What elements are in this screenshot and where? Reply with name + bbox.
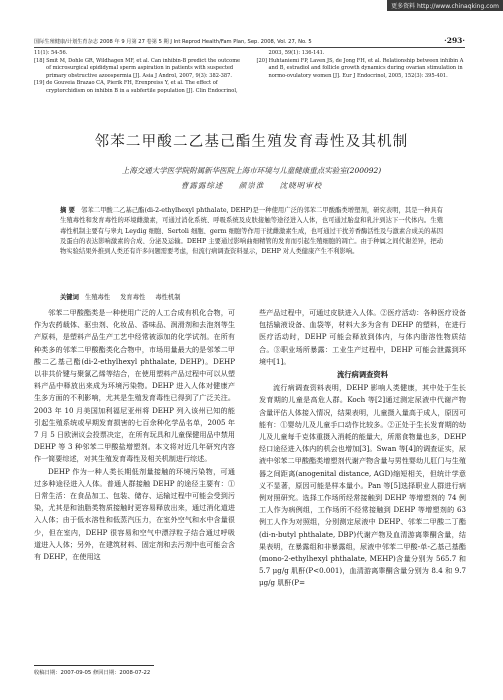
body-column-right xyxy=(259,307,466,590)
author-affiliation: 上海交通大学医学院附属新华医院上海市环境与儿童健康重点实验室(200092) xyxy=(121,166,382,175)
body-paragraph: 流行病调查资料表明，DEHP 影响人类健康，其中处于生长发育期的儿童是高危人群。Koch 等[2]通过测定尿液中代谢产物含量评估人体接入情况，结果表明，儿童摄入量高于成人，原因可能有：①婴幼儿及儿童手口动作比较多。②正处于生长发育期的幼儿及儿童每千克体重摄入消耗的能量大，所需食物量也多，DEHP 经口途径进入体内的机会也增加[3]。Swan 等[4]的调查证实，尿液中邻苯二甲酸酯类增塑剂代谢产物含量与男性婴幼儿肛门与生殖器之间距离(anogenital distance, AGD)缩短相关，但统计学意义不显著，原因可能是样本量小。Pan 等[5]选择职业人群进行病例对照研究。选择工作场所经常接触到 DEHP 等增塑剂的 74 例工人作为病例组，工作场所不经常接触到 DEHP 等增塑剂的 63 例工人作为对照组，分别测定尿液中 DEHP、邻苯二甲酸二丁酯(di-n-butyl phthalate, DBP)代谢产物及血清游离睾酮含量，结果表明，在暴露组和非暴露组，尿液中邻苯二甲酸-单-乙基己基酯(mono-2-ethylhexyl phthalate, MEHP)含量分别为 565.7 和 5.7 μg/g 肌酐(P<0.001)，血清游离睾酮含量分别为 8.4 和 9.7 μg/g 肌酐(P= xyxy=(259,383,466,588)
body-paragraph: DEHP 作为一种人类长期低剂量接触的环境污染物，可通过多种途径进入人体。普通人群接触 DEHP 的途径主要有：①日常生活：在食品加工、包装、储存、运输过程中可能会受到污染，尤其是和油脂类物质接触时更容易释放出来，通过消化道进入人体；由于低水溶性和低蒸汽压力，在室外空气和水中含量很少，但在室内，DEHP 很容易和空气中漂浮粒子结合通过呼吸道进入人体；另外，在建筑材料、固定剂和去污剂中也可能会含有 DEHP，在使用这 xyxy=(34,466,235,562)
body-column-left xyxy=(34,307,235,563)
reference-item: [20] Huhtaniemi FP, Laven JS, de Jong FH, et al. Relationship between inhibin A and B, estradiol and follicle growth dynamics during ovarian stimulation in normo-ovulatory women [J]. Eur J Endocrinol, 2005, 152(3): 395-401. xyxy=(256,57,464,79)
abstract xyxy=(60,206,443,257)
reference-list xyxy=(34,50,465,96)
keywords xyxy=(60,293,443,303)
author-list xyxy=(0,180,503,191)
author-name: 颜崇淮 xyxy=(238,181,265,190)
keywords-label: 关键词 xyxy=(60,294,79,301)
body-paragraph: 些产品过程中，可通过皮肤进入人体。②医疗活动：各种医疗设备包括输液设备、血袋等，材料大多为含有 DEHP 的塑料，在进行医疗活动时，DEHP 可能会释放到体内，与体内脂溶性物质结合。③职业场所暴露：工业生产过程中，DEHP 可能会泄露到环境中[1]。 xyxy=(259,308,466,366)
journal-citation: 国际生殖健康/计划生育杂志 2008 年 9 月第 27 卷第 5 期 J Int Reprod Health/Fam Plan, Sep. 2008, Vol. 27, No. 5 xyxy=(34,39,312,45)
running-header xyxy=(34,38,465,48)
keyword: 生殖毒性 xyxy=(84,294,111,301)
abstract-text: 邻苯二甲酸二乙基己酯(di-2-ethylhexyl phthalate, DEHP)是一种使用广泛的邻苯二甲酸酯类增塑剂，研究表明，其是一种具有生殖毒性和发育毒性的环境雌激素，可通过消化系统、呼吸系统及皮肤接触等途径进入人体，也可通过胎盘和乳汁到达下一代体内。生殖毒性机制主要有与睾丸 Leydig 细胞、Sertoli 细胞、germ 细胞等作用干扰雌激素生成，也可通过干扰芳香酶活性及与激素合成关的基因及蛋白的表达影响激素的合成、分泌及运输。DEHP 主要通过影响曲细精管的发育而引起生殖细胞的凋亡。由于种属之间代谢差异，把动物实验结果外推到人类还有许多问题需要考虑，但流行病调查资料显示，DEHP 对人类健康产生不利影响。 xyxy=(60,207,443,256)
keyword: 发育毒性 xyxy=(120,294,146,301)
page-number: ·293· xyxy=(444,36,465,45)
body-paragraph: 邻苯二甲酸酯类是一种使用广泛的人工合成有机化合物，可作为农药载体、驱虫剂、化妆品、香味品、润滑剂和去泡剂等生产原料，是塑料产品生产工艺中经常被添加的化学试剂。在所有种类多的邻苯二甲酸酯类化合物中，市场用量最大的是邻苯二甲酸二乙基己酯(di-2-ethylhexyl phthalate, DEHP)。DEHP 以非共价键与聚氯乙烯等结合，在使用塑料产品过程中可以从塑料产品中释放出来成为环境污染物。DEHP 进入人体对健康产生多方面的不利影响，尤其是生殖发育毒性已得到了广泛关注。2003 年 10 月美国加利福尼亚州将 DEHP 列入该州已知的能引起生殖系统或早期发育损害的七百余种化学品名单，2005 年 7 月 5 日欧洲议会投票决定，在所有玩具和儿童保健用品中禁用 DEHP 等 3 种邻苯二甲酸盐增塑剂。本文将对近几年研究内容作一简要综述，对其生殖发育毒性及相关机制进行综述。 xyxy=(34,308,235,464)
section-heading: 流行病调查资料 xyxy=(336,370,389,380)
author-name: 沈晓明审校 xyxy=(279,181,323,190)
keyword: 毒性机制 xyxy=(155,294,181,301)
reference-item: [19] de Gouveia Brazao CA, Pierik FH, Erenpreiss Y, et al. The effect of cryptorchidism on inhibin B in a subfertile population [J]. Clin Endocrinol, 2003, 59(1): 136-141. xyxy=(34,50,325,94)
watermark-banner: 更多资料 http://www.chinaqking.com xyxy=(387,0,503,11)
author-name: 曹露露综述 xyxy=(180,181,224,190)
abstract-label: 摘 要 xyxy=(60,207,75,214)
reference-item: [18] Smit M, Dohle GR, Wildhagen MF, et al. Can inhibin-B predict the outcome of microsurgical epididymal sperm aspiration in patients with suspected primary obstructive azoospermia [J]. Asia J Androl, 2007, 9(3): 382-387. xyxy=(34,57,241,79)
footnote-divider xyxy=(34,665,154,666)
footnote-dates: 收稿日期：2007-09-05 修回日期：2008-07-22 xyxy=(34,670,151,676)
article-title: 邻苯二甲酸二乙基己酯生殖发育毒性及其机制 xyxy=(94,134,409,150)
reference-item: 11(1): 54-56. xyxy=(34,50,68,56)
